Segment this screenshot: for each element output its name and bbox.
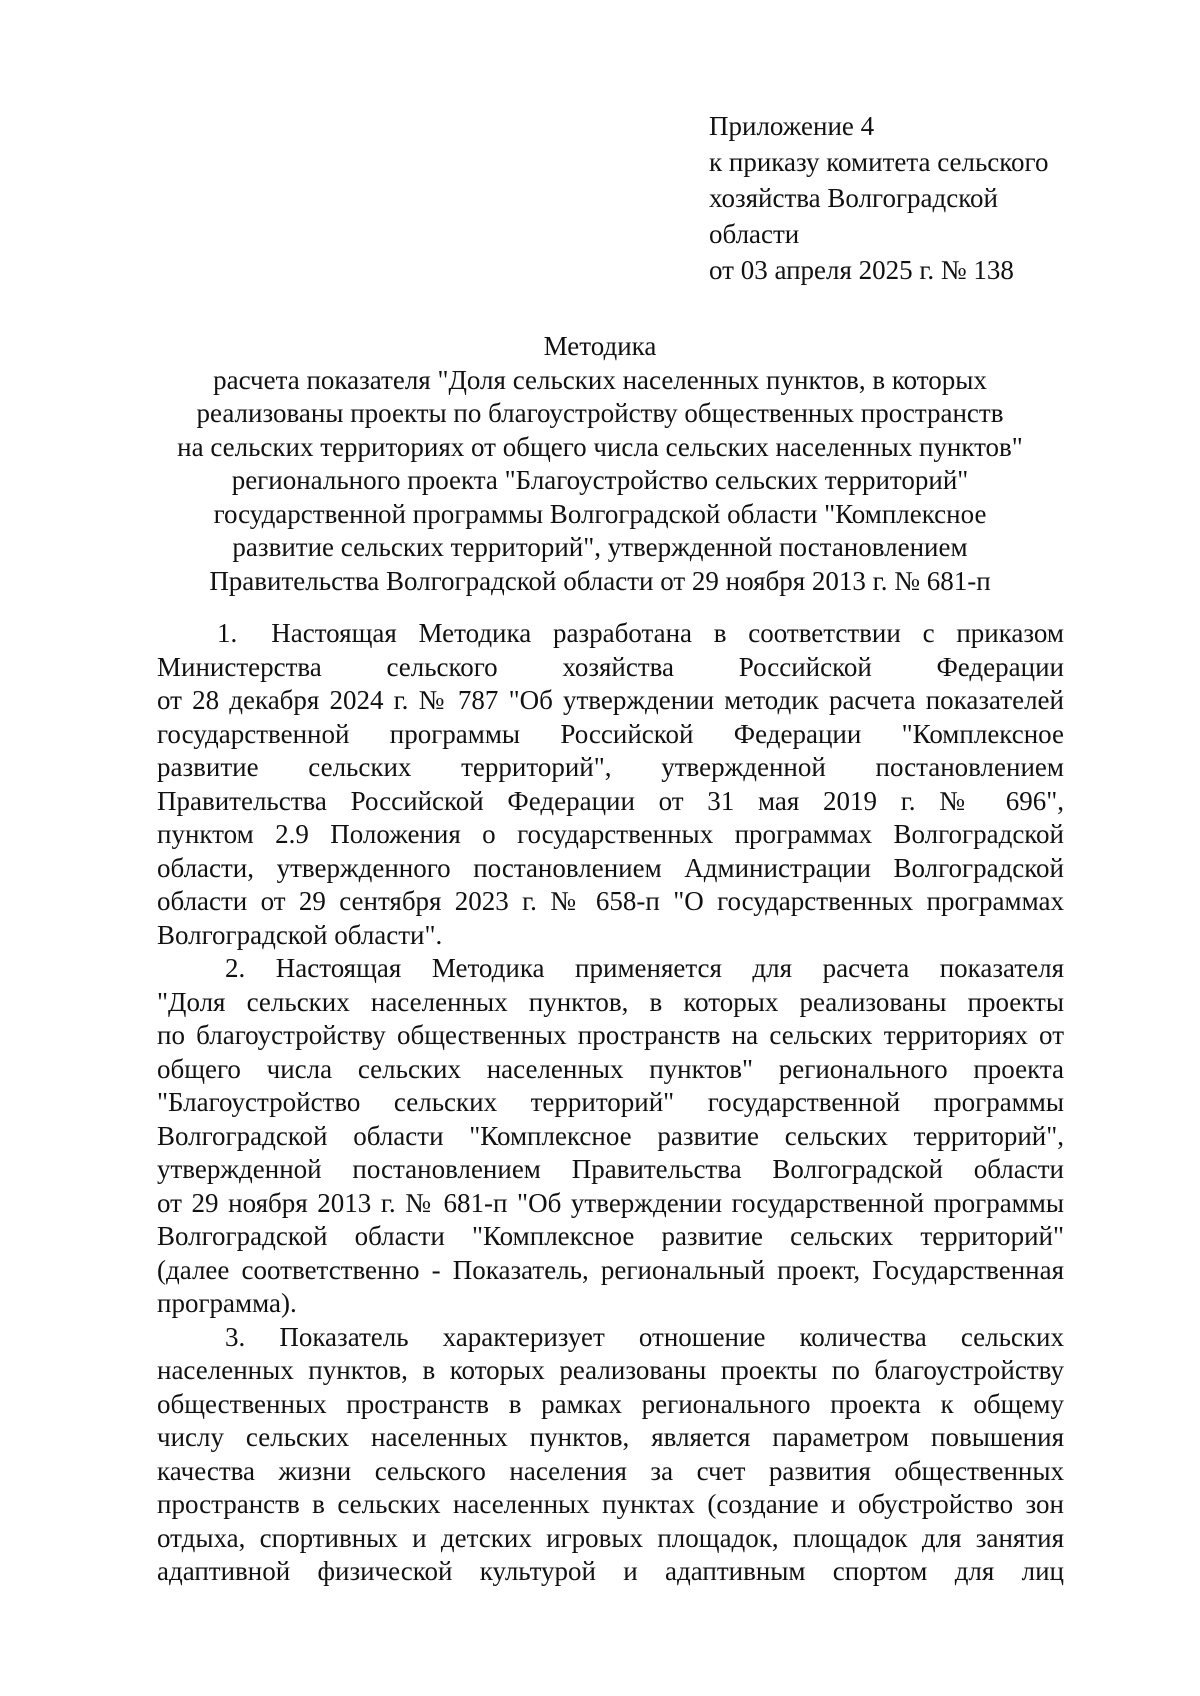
document-title [150,330,1050,598]
paragraph-line: пространств в сельских населенных пунктах (создание и обустройство зон [157,1489,1064,1519]
paragraph-line: (далее соответственно - Показатель, региональный проект, Государственная [157,1254,1064,1285]
appendix-line: к приказу комитета сельского [709,147,1049,177]
paragraph-line: "Благоустройство сельских территорий" государственной программы [157,1087,1064,1117]
paragraph-line: "Доля сельских населенных пунктов, в которых реализованы проекты [157,986,1064,1017]
paragraph-2 [157,952,1064,1321]
paragraph-line: государственной программы Российской Федерации "Комплексное [157,718,1064,749]
paragraph-line: 1. Настоящая Методика разработана в соответствии с приказом [217,618,1064,648]
paragraph-line: Волгоградской области". [157,919,443,950]
title-line: расчета показателя "Доля сельских населенных пунктов, в которых [213,364,987,395]
paragraph-line: развитие сельских территорий", утвержденной постановлением [157,752,1064,782]
paragraph-line: области, утвержденного постановлением Администрации Волгоградской [157,852,1064,883]
paragraph-line: утвержденной постановлением Правительства Волгоградской области [157,1154,1064,1184]
title-line: регионального проекта "Благоустройство сельских территорий" [231,465,969,495]
title-line: развитие сельских территорий", утвержденной постановлением [232,532,968,562]
paragraph-line: области от 29 сентября 2023 г. № 658-п "О государственных программах [157,886,1064,916]
paragraph-line: числу сельских населенных пунктов, является параметром повышения [157,1422,1064,1452]
paragraph-line: адаптивной физической культурой и адаптивным спортом для лиц [157,1556,1064,1586]
title-line: на сельских территориях от общего числа сельских населенных пунктов" [177,431,1023,462]
paragraph-line: от 28 декабря 2024 г. № 787 "Об утверждении методик расчета показателей [157,685,1064,715]
paragraph-line: по благоустройству общественных пространств на сельских территориях от [157,1020,1064,1050]
appendix-header [709,108,1129,288]
title-heading: Методика [543,331,657,361]
paragraph-line: Волгоградской области "Комплексное развитие сельских территорий" [157,1221,1064,1251]
paragraph-line: 3. Показатель характеризует отношение количества сельских [225,1321,1064,1352]
paragraph-line: 2. Настоящая Методика применяется для расчета показателя [225,953,1064,983]
document-body [157,617,1064,1589]
paragraph-line: Волгоградской области "Комплексное развитие сельских территорий", [157,1120,1064,1151]
appendix-line: области [709,219,800,249]
paragraph-line: общественных пространств в рамках регионального проекта к общему [157,1388,1064,1419]
appendix-line: Приложение 4 [709,111,875,141]
paragraph-line: населенных пунктов, в которых реализованы проекты по благоустройству [157,1355,1064,1385]
paragraph-line: пунктом 2.9 Положения о государственных программах Волгоградской [157,819,1064,849]
paragraph-3 [157,1321,1064,1589]
paragraph-line: программа). [157,1288,297,1318]
paragraph-line: отдыха, спортивных и детских игровых площадок, площадок для занятия [157,1522,1064,1553]
appendix-line: от 03 апреля 2025 г. № 138 [709,255,1014,285]
paragraph-number: 1. [217,618,238,648]
appendix-line: хозяйства Волгоградской [709,183,998,213]
paragraph-line: общего числа сельских населенных пунктов" регионального проекта [157,1053,1064,1084]
paragraph-line: качества жизни сельского населения за счет развития общественных [157,1455,1064,1486]
paragraph-line: Министерства сельского хозяйства Российской Федерации [157,651,1064,682]
title-line: государственной программы Волгоградской области "Комплексное [213,498,987,529]
title-line: реализованы проекты по благоустройству общественных пространств [196,398,1004,428]
paragraph-line: Правительства Российской Федерации от 31 мая 2019 г. № 696", [157,785,1064,816]
title-line: Правительства Волгоградской области от 29 ноября 2013 г. № 681-п [209,565,991,596]
paragraph-line: от 29 ноября 2013 г. № 681-п "Об утверждении государственной программы [157,1187,1064,1218]
paragraph-1 [157,617,1064,952]
